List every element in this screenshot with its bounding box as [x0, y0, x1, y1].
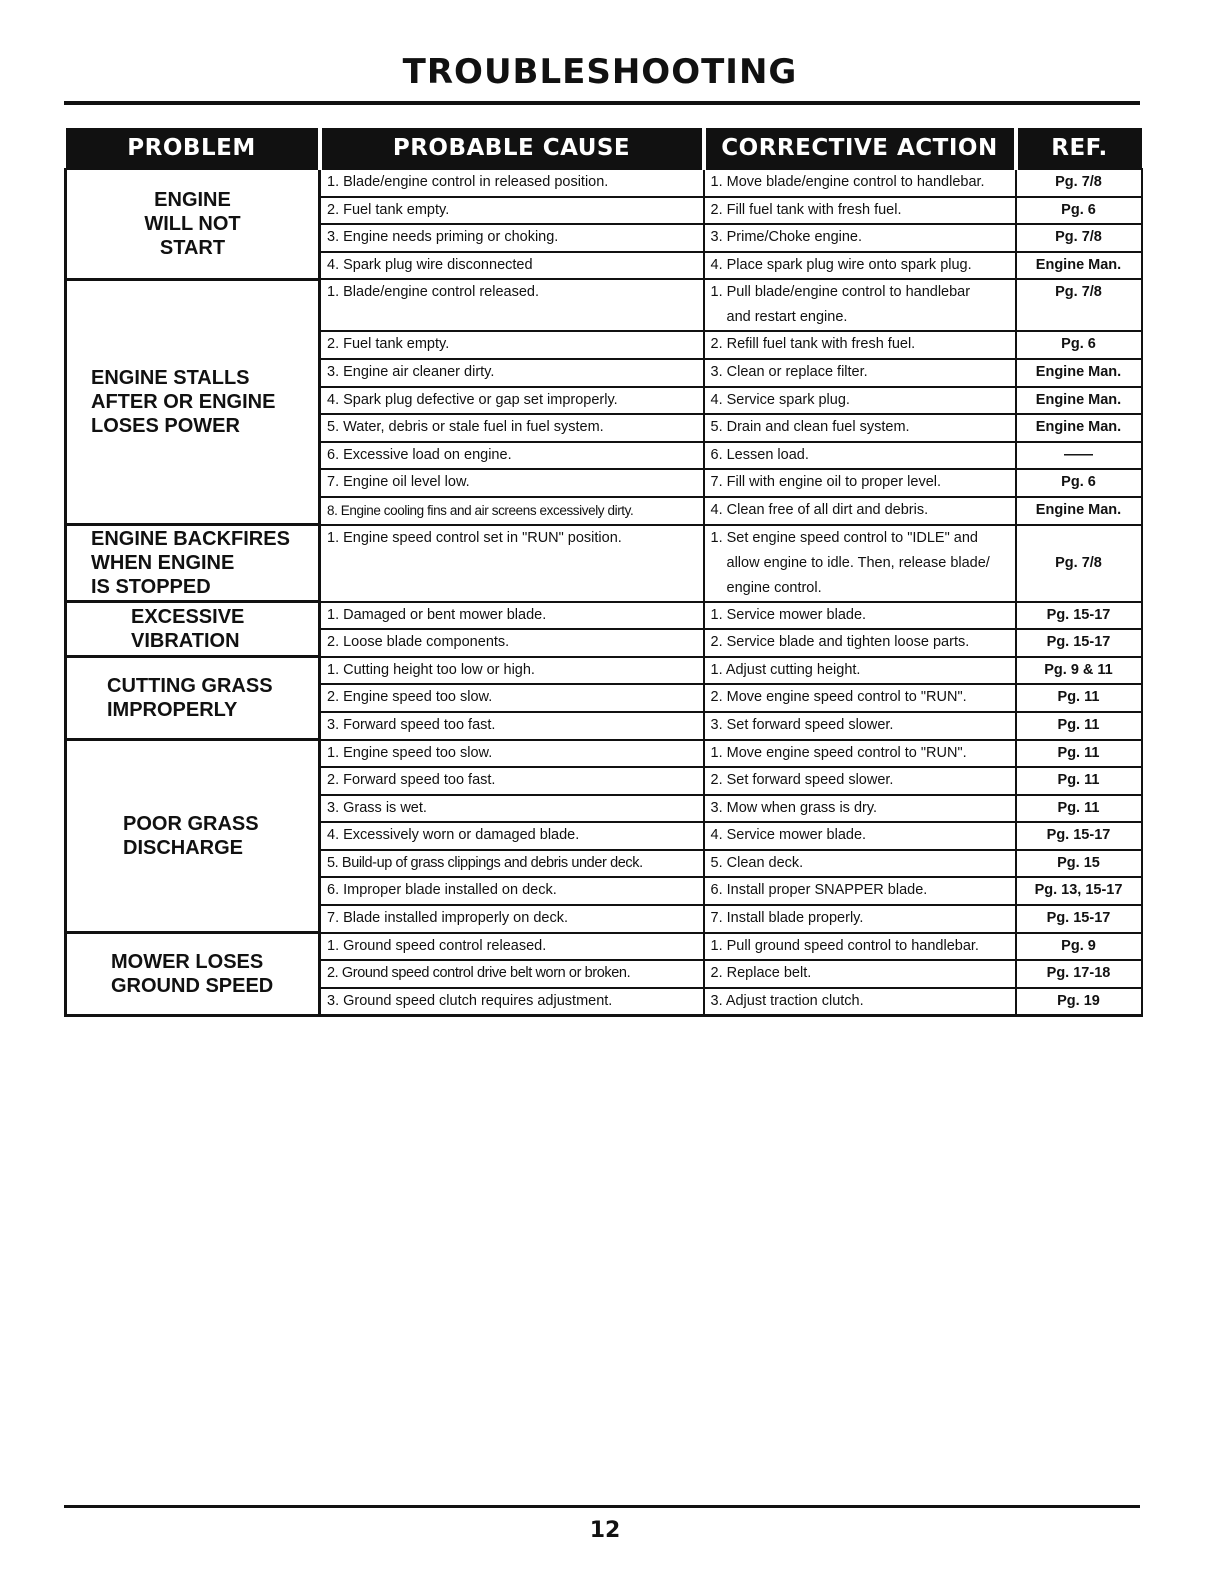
action-line: engine control. — [726, 579, 822, 596]
ref-cell: Engine Man. — [1016, 359, 1142, 387]
table-row — [66, 169, 1142, 197]
action-cell: 6. Lessen load. — [704, 442, 1016, 470]
action-cell: 3. Prime/Choke engine. — [704, 224, 1016, 252]
ref-cell: Pg. 13, 15-17 — [1016, 877, 1142, 905]
action-line: and restart engine. — [726, 309, 848, 326]
action-cell: 7. Install blade properly. — [704, 905, 1016, 933]
action-cell: 5. Clean deck. — [704, 850, 1016, 878]
cause-cell: 2. Loose blade components. — [320, 629, 704, 657]
problem-line: EXCESSIVE — [131, 606, 245, 629]
table-row — [66, 602, 1142, 630]
cause-cell: 4. Spark plug wire disconnected — [320, 252, 704, 280]
cause-cell: 1. Ground speed control released. — [320, 933, 704, 961]
cause-cell: 7. Blade installed improperly on deck. — [320, 905, 704, 933]
action-cell: 1. Move blade/engine control to handlebar. — [704, 169, 1016, 197]
cause-cell: 3. Ground speed clutch requires adjustment. — [320, 988, 704, 1016]
problem-cell — [66, 279, 320, 524]
cause-cell: 4. Spark plug defective or gap set improperly. — [320, 387, 704, 415]
problem-cell — [66, 525, 320, 602]
ref-cell: Pg. 11 — [1016, 712, 1142, 740]
action-cell: 2. Refill fuel tank with fresh fuel. — [704, 331, 1016, 359]
action-cell: 2. Fill fuel tank with fresh fuel. — [704, 197, 1016, 225]
ref-cell: Pg. 19 — [1016, 988, 1142, 1016]
problem-line: ENGINE BACKFIRES — [91, 528, 290, 551]
action-cell: 1. Move engine speed control to "RUN". — [704, 740, 1016, 768]
problem-line: WHEN ENGINE — [91, 552, 235, 575]
cause-cell: 1. Engine speed control set in "RUN" position. — [320, 525, 704, 602]
header-row — [66, 128, 1142, 169]
ref-cell: Pg. 6 — [1016, 469, 1142, 497]
problem-line: POOR GRASS — [123, 813, 259, 836]
action-cell — [704, 279, 1016, 331]
header-ref: REF. — [1016, 128, 1142, 169]
problem-cell — [66, 169, 320, 279]
page-number: 12 — [589, 1518, 621, 1543]
ref-cell: Engine Man. — [1016, 252, 1142, 280]
ref-cell: Pg. 11 — [1016, 767, 1142, 795]
problem-line: WILL NOT — [144, 212, 241, 235]
action-cell: 2. Set forward speed slower. — [704, 767, 1016, 795]
action-cell: 7. Fill with engine oil to proper level. — [704, 469, 1016, 497]
ref-cell: Pg. 6 — [1016, 331, 1142, 359]
problem-cell — [66, 602, 320, 657]
header-problem: PROBLEM — [66, 128, 320, 169]
problem-line: START — [159, 236, 226, 259]
ref-cell: Pg. 11 — [1016, 740, 1142, 768]
header-corrective-action: CORRECTIVE ACTION — [704, 128, 1016, 169]
cause-cell: 1. Damaged or bent mower blade. — [320, 602, 704, 630]
ref-cell: Engine Man. — [1016, 414, 1142, 442]
ref-cell: Pg. 11 — [1016, 684, 1142, 712]
cause-cell: 7. Engine oil level low. — [320, 469, 704, 497]
action-cell: 6. Install proper SNAPPER blade. — [704, 877, 1016, 905]
action-cell: 3. Adjust traction clutch. — [704, 988, 1016, 1016]
cause-cell: 1. Cutting height too low or high. — [320, 657, 704, 685]
action-cell: 3. Set forward speed slower. — [704, 712, 1016, 740]
problem-line: VIBRATION — [131, 630, 240, 653]
ref-cell: Pg. 9 — [1016, 933, 1142, 961]
header-probable-cause: PROBABLE CAUSE — [320, 128, 704, 169]
ref-cell: Engine Man. — [1016, 497, 1142, 525]
cause-cell: 2. Forward speed too fast. — [320, 767, 704, 795]
table-row — [66, 525, 1142, 602]
action-line: 1. Set engine speed control to "IDLE" and — [710, 529, 978, 546]
ref-cell: Pg. 9 & 11 — [1016, 657, 1142, 685]
problem-line: CUTTING GRASS — [107, 675, 273, 698]
table-row — [66, 740, 1142, 768]
table-row — [66, 933, 1142, 961]
action-cell: 2. Move engine speed control to "RUN". — [704, 684, 1016, 712]
cause-cell: 2. Ground speed control drive belt worn or broken. — [320, 960, 704, 988]
action-cell: 4. Clean free of all dirt and debris. — [704, 497, 1016, 525]
ref-cell: Pg. 7/8 — [1016, 279, 1142, 331]
action-cell: 4. Service spark plug. — [704, 387, 1016, 415]
ref-cell: Pg. 6 — [1016, 197, 1142, 225]
action-cell: 5. Drain and clean fuel system. — [704, 414, 1016, 442]
cause-cell: 2. Engine speed too slow. — [320, 684, 704, 712]
problem-line: IMPROPERLY — [107, 699, 238, 722]
action-cell: 3. Clean or replace filter. — [704, 359, 1016, 387]
problem-line: DISCHARGE — [123, 837, 244, 860]
ref-cell: Engine Man. — [1016, 387, 1142, 415]
page-title: TROUBLESHOOTING — [402, 52, 798, 92]
action-cell — [704, 525, 1016, 602]
action-cell: 1. Adjust cutting height. — [704, 657, 1016, 685]
problem-line: GROUND SPEED — [111, 975, 274, 998]
problem-line: MOWER LOSES — [111, 951, 264, 974]
cause-cell: 3. Grass is wet. — [320, 795, 704, 823]
ref-cell: Pg. 17-18 — [1016, 960, 1142, 988]
ref-cell: Pg. 15-17 — [1016, 822, 1142, 850]
action-line: 1. Pull blade/engine control to handlebar — [710, 284, 971, 301]
action-cell: 1. Pull ground speed control to handlebar. — [704, 933, 1016, 961]
problem-line: IS STOPPED — [91, 576, 211, 599]
cause-cell: 2. Fuel tank empty. — [320, 197, 704, 225]
action-cell: 2. Service blade and tighten loose parts. — [704, 629, 1016, 657]
cause-cell: 8. Engine cooling fins and air screens excessively dirty. — [320, 497, 704, 525]
cause-cell: 3. Engine air cleaner dirty. — [320, 359, 704, 387]
action-cell: 3. Mow when grass is dry. — [704, 795, 1016, 823]
cause-cell: 5. Water, debris or stale fuel in fuel system. — [320, 414, 704, 442]
ref-cell: Pg. 15-17 — [1016, 602, 1142, 630]
problem-cell — [66, 657, 320, 740]
cause-cell: 1. Blade/engine control in released position. — [320, 169, 704, 197]
ref-cell: Pg. 7/8 — [1016, 224, 1142, 252]
cause-cell: 2. Fuel tank empty. — [320, 331, 704, 359]
title-rule — [64, 101, 1140, 105]
action-cell: 4. Service mower blade. — [704, 822, 1016, 850]
cause-cell: 5. Build-up of grass clippings and debris under deck. — [320, 850, 704, 878]
action-cell: 4. Place spark plug wire onto spark plug. — [704, 252, 1016, 280]
footer-rule — [64, 1505, 1140, 1508]
problem-line: ENGINE STALLS — [91, 366, 250, 389]
cause-cell: 6. Excessive load on engine. — [320, 442, 704, 470]
cause-cell: 3. Engine needs priming or choking. — [320, 224, 704, 252]
cause-cell: 3. Forward speed too fast. — [320, 712, 704, 740]
ref-cell: Pg. 15-17 — [1016, 629, 1142, 657]
cause-cell: 4. Excessively worn or damaged blade. — [320, 822, 704, 850]
problem-line: AFTER OR ENGINE — [91, 390, 276, 413]
problem-line: LOSES POWER — [91, 414, 240, 437]
ref-cell: Pg. 7/8 — [1016, 169, 1142, 197]
troubleshooting-table — [64, 128, 1143, 1017]
action-cell: 2. Replace belt. — [704, 960, 1016, 988]
cause-cell: 6. Improper blade installed on deck. — [320, 877, 704, 905]
cause-cell: 1. Engine speed too slow. — [320, 740, 704, 768]
cause-cell: 1. Blade/engine control released. — [320, 279, 704, 331]
table-row — [66, 657, 1142, 685]
ref-cell: Pg. 15 — [1016, 850, 1142, 878]
ref-cell: Pg. 11 — [1016, 795, 1142, 823]
action-line: allow engine to idle. Then, release blade/ — [726, 554, 990, 571]
table-row — [66, 279, 1142, 331]
problem-cell — [66, 740, 320, 933]
problem-line: ENGINE — [154, 188, 231, 211]
problem-cell — [66, 933, 320, 1016]
action-cell: 1. Service mower blade. — [704, 602, 1016, 630]
ref-cell: Pg. 7/8 — [1016, 525, 1142, 602]
ref-cell: Pg. 15-17 — [1016, 905, 1142, 933]
ref-cell: —— — [1016, 442, 1142, 470]
